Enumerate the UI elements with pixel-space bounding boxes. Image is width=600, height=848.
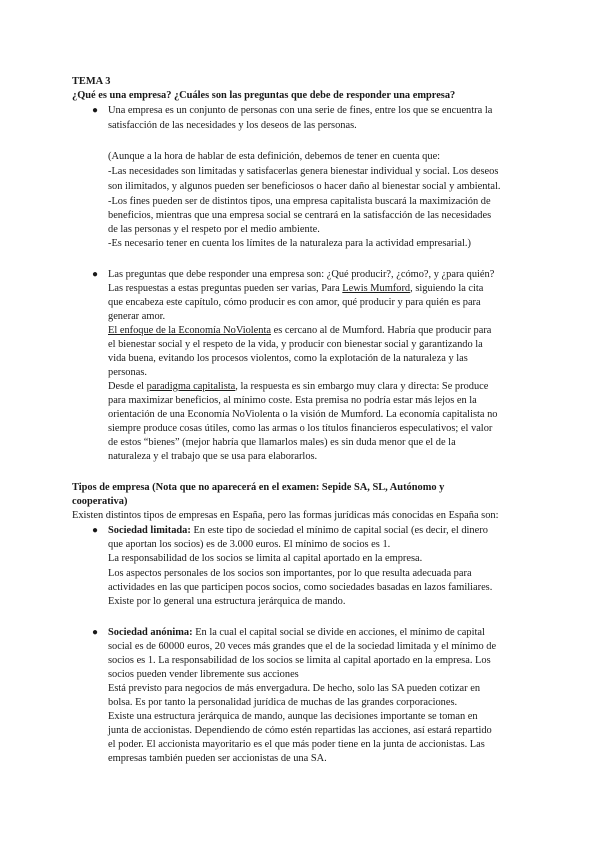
bullet-icon: ● xyxy=(92,105,99,116)
text-line: satisfacción de las necesidades y los deseos de las personas. xyxy=(108,120,357,131)
text-line: Una empresa es un conjunto de personas con una serie de fines, entre los que se encuentra la xyxy=(108,105,493,116)
page-subtitle: ¿Qué es una empresa? ¿Cuáles son las preguntas que debe de responder una empresa? xyxy=(72,90,456,101)
bullet-icon: ● xyxy=(92,627,99,638)
text-line: el poder. El accionista mayoritario es el que más poder tiene en la junta de accionistas. Las xyxy=(108,739,485,750)
text-line: socios pueden vender libremente sus acciones xyxy=(108,669,299,680)
text-line xyxy=(108,324,491,339)
text-line xyxy=(108,524,488,539)
section-heading: cooperativa) xyxy=(72,496,128,507)
note-line: -Es necesario tener en cuenta los límites de la naturaleza para la actividad empresarial.) xyxy=(108,238,471,249)
text-line: socios es 1. La responsabilidad de los socios se limita al capital aportado en la empresa. Los xyxy=(108,655,491,666)
text-line: el bienestar social y el respeto de la vida, y producir con bienestar social y garantizando la xyxy=(108,339,483,350)
text-line: que encabeza este capítulo, cómo producir es con amor, qué producir y para quién es para xyxy=(108,297,481,308)
text-line: Existe una estructura jerárquica de mando, aunque las decisiones importante se toman en xyxy=(108,711,478,722)
text-line xyxy=(108,380,488,395)
sociedad-anonima-label: Sociedad anónima: xyxy=(108,627,193,638)
bullet-icon: ● xyxy=(92,269,99,280)
text-span: En la cual el capital social se divide en acciones, el mínimo de capital xyxy=(192,627,485,638)
text-line: personas. xyxy=(108,367,147,378)
text-line: de estos “bienes” (mejor habría que llamarlos males) es sin duda menor que el de la xyxy=(108,437,456,448)
note-line: son ilimitados, y algunos pueden ser beneficiosos o hacer daño al bienestar social y ambiental. xyxy=(108,181,501,192)
text-line: vida buena, evitando los procesos violentos, como la explotación de la naturaleza y las xyxy=(108,353,468,364)
note-line: -Las necesidades son limitadas y satisfacerlas genera bienestar individual y social. Los deseos xyxy=(108,166,499,177)
text-line: La responsabilidad de los socios se limita al capital aportado en la empresa. xyxy=(108,553,423,564)
text-line: Los aspectos personales de los socios son importantes, por lo que resulta adecuada para xyxy=(108,568,472,579)
section-heading: Tipos de empresa (Nota que no aparecerá en el examen: Sepide SA, SL, Autónomo y xyxy=(72,482,445,493)
text-line: empresas también pueden ser accionistas de una SA. xyxy=(108,753,327,764)
lewis-mumford-link[interactable]: Lewis Mumford xyxy=(342,283,411,294)
text-span: es cercano al de Mumford. Habría que producir para xyxy=(270,325,492,336)
text-line: bolsa. Es por tanto la personalidad jurídica de muchas de las grandes corporaciones. xyxy=(108,697,458,708)
page-title: TEMA 3 xyxy=(72,76,111,87)
text-line: Está previsto para negocios de más envergadura. De hecho, solo las SA pueden cotizar en xyxy=(108,683,481,694)
section-intro: Existen distintos tipos de empresas en España, pero las formas jurídicas más conocidas en España son: xyxy=(72,510,499,521)
text-line: naturaleza y el trabajo que se usa para elaborarlos. xyxy=(108,451,318,462)
text-line: actividades en las que participen pocos socios, como sociedades basadas en lazos familiares. xyxy=(108,582,493,593)
text-line xyxy=(108,282,483,297)
sociedad-limitada-label: Sociedad limitada: xyxy=(108,525,191,536)
text-line: que aportan los socios) es de 3.000 euros. El mínimo de socios es 1. xyxy=(108,539,391,550)
text-line: generar amor. xyxy=(108,311,166,322)
note-line: -Los fines pueden ser de distintos tipos, una empresa capitalista buscará la maximización de xyxy=(108,196,491,207)
text-line: social es de 60000 euros, 20 veces más grandes que el de la sociedad limitada y el mínimo de xyxy=(108,641,497,652)
text-span: , la respuesta es sin embargo muy clara y directa: Se produce xyxy=(235,381,489,392)
text-line: Existe por lo general una estructura jerárquica de mando. xyxy=(108,596,346,607)
bullet-icon: ● xyxy=(92,525,99,536)
text-line xyxy=(108,626,485,641)
note-line: de las personas y el respeto por el medio ambiente. xyxy=(108,224,320,235)
text-span: En este tipo de sociedad el mínimo de capital social (es decir, el dinero xyxy=(190,525,488,536)
text-line: junta de accionistas. Dependiendo de cómo estén repartidas las acciones, así estará repartido xyxy=(108,725,492,736)
note-line: beneficios, mientras que una empresa social se centrará en la satisfacción de las necesidades xyxy=(108,210,492,221)
text-line: Las preguntas que debe responder una empresa son: ¿Qué producir?, ¿cómo?, y ¿para quién? xyxy=(108,269,495,280)
text-line: orientación de una Economía NoViolenta o la visión de Mumford. La economía capitalista no xyxy=(108,409,498,420)
note-line: (Aunque a la hora de hablar de esta definición, debemos de tener en cuenta que: xyxy=(108,151,441,162)
text-line: para maximizar beneficios, al mínimo coste. Esta premisa no podría estar más lejos en la xyxy=(108,395,477,406)
paradigma-capitalista-link[interactable]: paradigma capitalista xyxy=(146,381,236,392)
text-span: , siguiendo la cita xyxy=(410,283,484,294)
text-line: siempre produce cosas útiles, como las armas o los títulos financieros especulativos; el valor xyxy=(108,423,493,434)
economia-noviolenta-link[interactable]: El enfoque de la Economía NoViolenta xyxy=(108,325,271,336)
text-span: Desde el xyxy=(108,381,147,392)
text-span: Las respuestas a estas preguntas pueden ser varias, Para xyxy=(108,283,343,294)
